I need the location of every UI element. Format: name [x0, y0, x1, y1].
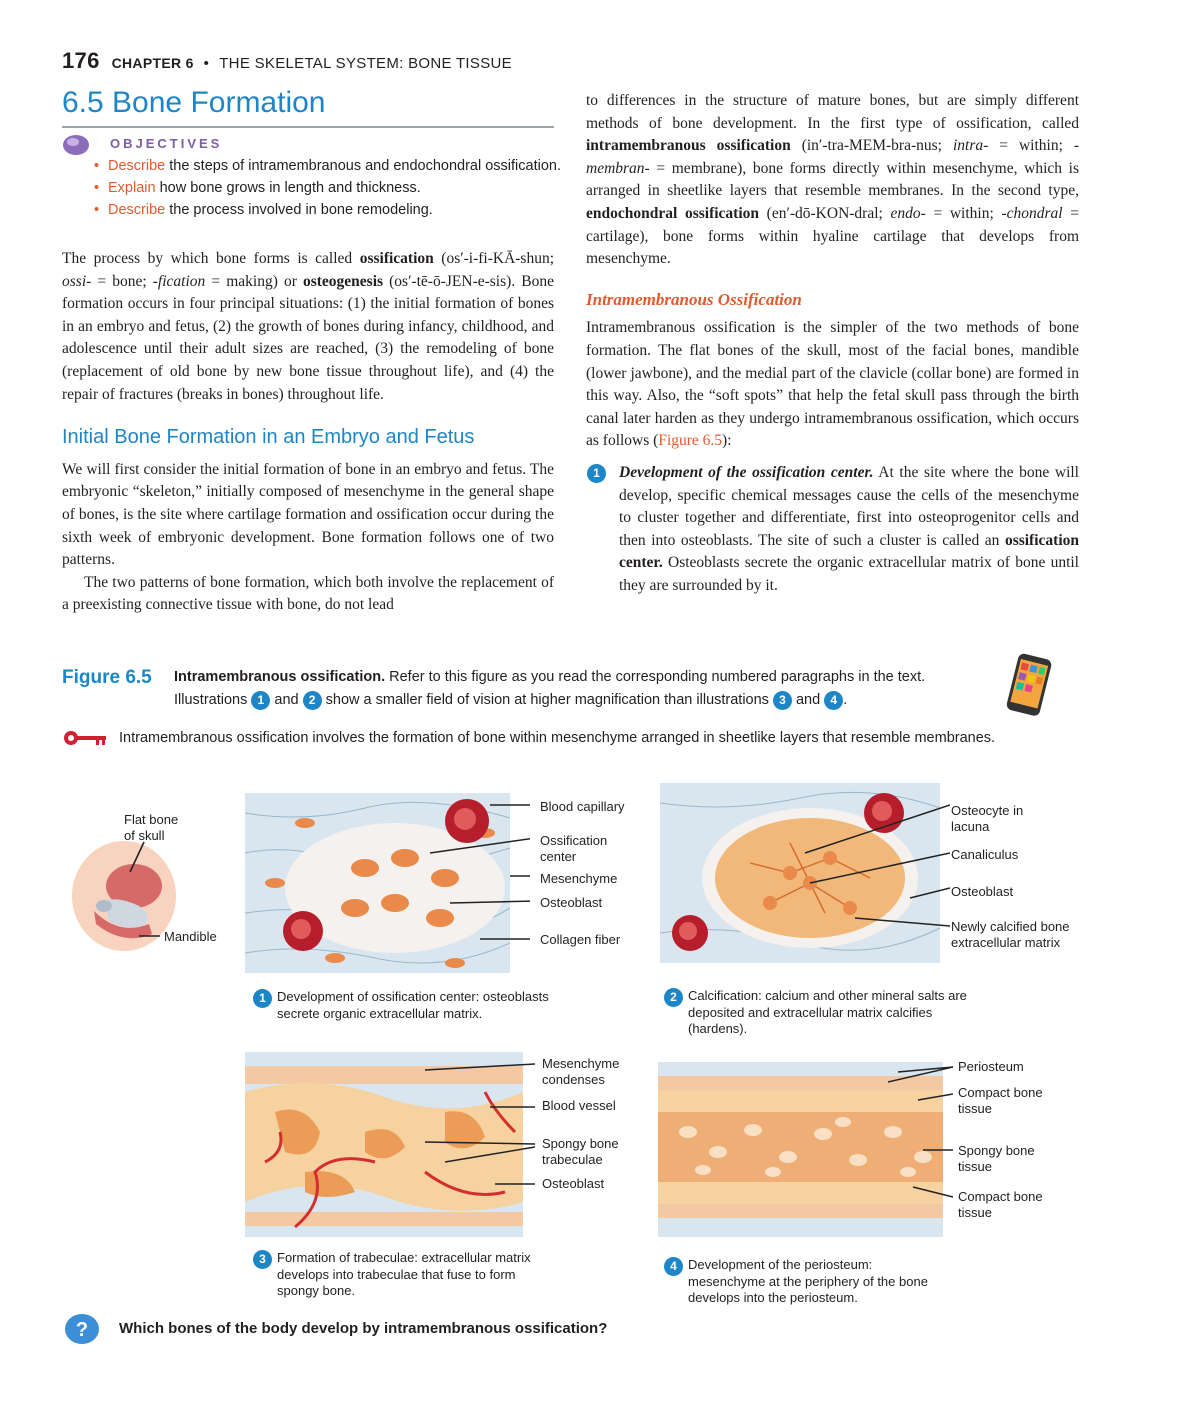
panel-1-illustration: [245, 793, 530, 973]
objective-verb: Describe: [108, 202, 166, 218]
subheading-initial-bone: Initial Bone Formation in an Embryo and Fetus: [62, 426, 475, 449]
panel-3-illustration: [245, 1052, 535, 1237]
label-spongy-trabeculae: Spongy bone trabeculae: [542, 1136, 619, 1167]
chapter-title: THE SKELETAL SYSTEM: BONE TISSUE: [219, 55, 512, 72]
panel-4-caption: 4 Development of the periosteum: mesenchyme at the periphery of the bone develops into the periosteum.: [664, 1257, 948, 1307]
label-ossification-center: Ossification center: [540, 833, 608, 864]
mobile-device-icon[interactable]: [1002, 652, 1058, 718]
paragraph-ossification: The process by which bone forms is called ossification (os′-i-fi-KĀ-shun; ossi- = bone; -fication = making) or osteogenesis (os′-tē-ō-JEN-e-sis). Bone formation occurs in four principal situations: (1) the initial formation of bones in an embryo and fetus, (2) the growth of bones during infancy, childhood, and adolescence until their adult sizes are reached, (3) the remodeling of bone (replacement of old bone by new bone tissue throughout life), and (4) the repair of fractures (breaks in bones) throughout life.: [62, 250, 555, 403]
panel-4-illustration: [658, 1062, 953, 1237]
label-flat-bone: Flat bone of skull: [124, 812, 179, 843]
label-compact-bone-bottom: Compact bone tissue: [958, 1189, 1043, 1220]
chapter-label: CHAPTER 6: [111, 55, 194, 71]
label-osteoblast-2: Osteoblast: [951, 884, 1014, 899]
paragraph-intramembranous: Intramembranous ossification is the simpler of the two methods of bone formation. The flat bones of the skull, most of the facial bones, mandible (lower jawbone), and the medial part of the clavicle (collar bone) are formed in this way. Also, the “soft spots” that help the fetal skull pass through the birth canal later harden as they undergo intramembranous ossification, which occurs as follows (Figure 6.5):: [586, 319, 1079, 450]
panel-1-caption: 1 Development of ossification center: osteoblasts secrete organic extracellular matrix.: [253, 989, 557, 1022]
label-blood-capillary: Blood capillary: [540, 799, 625, 814]
label-mesenchyme: Mesenchyme: [540, 871, 618, 886]
label-osteoblast: Osteoblast: [540, 895, 603, 910]
running-head: [62, 48, 512, 74]
figure-label: Figure 6.5: [62, 667, 152, 688]
panel-2-caption: 2 Calcification: calcium and other mineral salts are deposited and extracellular matrix calcifies (hardens).: [664, 988, 988, 1038]
objective-item: • Describe the process involved in bone remodeling.: [92, 199, 562, 221]
step-number: 1: [587, 464, 606, 483]
objectives-heading: OBJECTIVES: [110, 136, 223, 151]
paragraph-types: to differences in the structure of mature bones, but are simply different methods of bone development. In the first type of ossification, called intramembranous ossification (in′-tra-MEM-bra-nus; intra- = within; -membran- = membrane), bone forms directly within mesenchyme, which is arranged in sheetlike layers that resemble membranes. In the second type, endochondral ossification (en′-dō-KON-dral; endo- = within; -chondral = cartilage), bone forms within hyaline cartilage that develops from mesenchyme.: [586, 92, 1080, 268]
objectives-list: [92, 155, 562, 221]
label-calcified-matrix: Newly calcified bone extracellular matrix: [951, 919, 1070, 950]
label-collagen-fiber: Collagen fiber: [540, 932, 621, 947]
section-rule: [62, 126, 554, 128]
objective-verb: Explain: [108, 180, 156, 196]
panel-3-caption: 3 Formation of trabeculae: extracellular matrix develops into trabeculae that fuse to form spongy bone.: [253, 1250, 557, 1300]
label-osteocyte: Osteocyte in lacuna: [951, 803, 1024, 834]
figure-title: Intramembranous ossification.: [174, 669, 386, 685]
label-compact-bone-top: Compact bone tissue: [958, 1085, 1043, 1116]
label-mesenchyme-condenses: Mesenchyme condenses: [542, 1056, 620, 1087]
label-osteoblast-3: Osteoblast: [542, 1176, 605, 1191]
label-periosteum: Periosteum: [958, 1059, 1024, 1074]
figure-link[interactable]: Figure 6.5: [658, 432, 723, 450]
label-spongy-bone-tissue: Spongy bone tissue: [958, 1143, 1035, 1174]
head-bullet: •: [203, 55, 210, 72]
section-title: 6.5 Bone Formation: [62, 86, 326, 119]
objectives-icon: [62, 134, 90, 156]
label-mandible: Mandible: [164, 929, 217, 944]
objective-item: • Describe the steps of intramembranous and endochondral ossification.: [92, 155, 562, 177]
panel-2-illustration: [660, 783, 950, 963]
label-canaliculus: Canaliculus: [951, 847, 1019, 862]
left-column: [62, 248, 554, 617]
right-column: [586, 90, 1079, 597]
figure-question: Which bones of the body develop by intramembranous ossification?: [119, 1320, 608, 1337]
key-concept-text: Intramembranous ossification involves the formation of bone within mesenchyme arranged in sheetlike layers that resemble membranes.: [119, 730, 996, 746]
objective-verb: Describe: [108, 158, 166, 174]
step-1: 1 Development of the ossification center. At the site where the bone will develop, specific chemical messages cause the cells of the mesenchyme to cluster together and differentiate, first into osteoprogenitor cells and then into osteoblasts. The site of such a cluster is called an ossification center. Osteoblasts secrete the organic extracellular matrix of bone until they are surrounded by it.: [586, 462, 1079, 598]
page-number: 176: [62, 48, 100, 73]
objective-item: • Explain how bone grows in length and thickness.: [92, 177, 562, 199]
figure-caption: Figure 6.5 Intramembranous ossification. Refer to this figure as you read the corresponding numbered paragraphs in the text. Illustrations 1 and 2 show a smaller field of vision at higher magnification than illustrations 3 and 4 .: [62, 667, 926, 708]
label-blood-vessel: Blood vessel: [542, 1098, 616, 1113]
paragraph-two-patterns: The two patterns of bone formation, which both involve the replacement of a preexisting connective tissue with bone, do not lead: [62, 573, 554, 614]
key-concept-icon: [62, 728, 108, 748]
paragraph-embryo: We will first consider the initial formation of bone in an embryo and fetus. The embryonic “skeleton,” initially composed of mesenchyme in the general shape of bones, is the site where cartilage formation and ossification occur during the sixth week of embryonic development. Bone formation follows one of two patterns.: [62, 460, 554, 569]
subheading-intramembranous: Intramembranous Ossification: [586, 289, 802, 309]
question-icon: [64, 1313, 100, 1345]
svg-text:?: ?: [75, 1319, 89, 1341]
